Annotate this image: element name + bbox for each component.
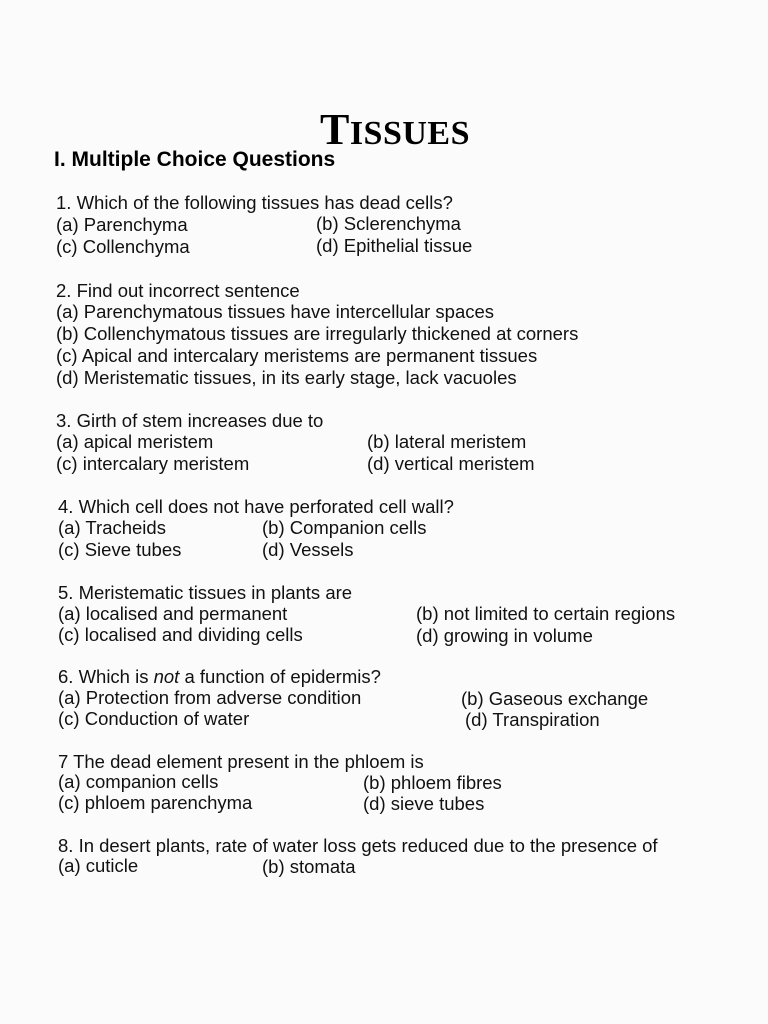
question-5-option-d: (d) growing in volume: [416, 625, 593, 646]
question-8-option-b: (b) stomata: [262, 856, 356, 877]
question-7-stem: 7 The dead element present in the phloem is: [58, 751, 424, 772]
section-heading: I. Multiple Choice Questions: [54, 148, 336, 171]
question-6-stem-post: a function of epidermis?: [179, 666, 381, 687]
question-6-option-b: (b) Gaseous exchange: [461, 688, 649, 709]
question-6-option-d: (d) Transpiration: [465, 709, 600, 730]
question-1-stem: 1. Which of the following tissues has dead cells?: [56, 192, 453, 213]
question-6-option-c: (c) Conduction of water: [58, 708, 250, 729]
question-2-option-b: (b) Collenchymatous tissues are irregularly thickened at corners: [56, 323, 579, 344]
question-3-stem: 3. Girth of stem increases due to: [56, 410, 324, 431]
question-3-option-c: (c) intercalary meristem: [56, 453, 250, 474]
question-4-option-a: (a) Tracheids: [58, 517, 166, 538]
question-4-option-d: (d) Vessels: [262, 539, 354, 560]
question-8-stem: 8. In desert plants, rate of water loss gets reduced due to the presence of: [58, 835, 658, 856]
question-7-option-a: (a) companion cells: [58, 771, 219, 792]
question-1-option-c: (c) Collenchyma: [56, 236, 190, 257]
question-6-option-a: (a) Protection from adverse condition: [58, 687, 362, 708]
question-7-option-b: (b) phloem fibres: [363, 772, 502, 793]
question-3-option-d: (d) vertical meristem: [367, 453, 535, 474]
question-5-option-a: (a) localised and permanent: [58, 603, 288, 624]
question-4-option-b: (b) Companion cells: [262, 517, 427, 538]
question-7-option-c: (c) phloem parenchyma: [58, 792, 253, 813]
question-4-stem: 4. Which cell does not have perforated cell wall?: [58, 496, 454, 517]
question-3-option-a: (a) apical meristem: [56, 431, 214, 452]
question-6-stem-pre: 6. Which is: [58, 666, 154, 687]
question-3-option-b: (b) lateral meristem: [367, 431, 527, 452]
question-1-option-d: (d) Epithelial tissue: [316, 235, 473, 256]
question-2-option-c: (c) Apical and intercalary meristems are permanent tissues: [56, 345, 538, 366]
title-rest: ISSUES: [349, 115, 471, 152]
question-2-stem: 2. Find out incorrect sentence: [56, 280, 300, 301]
title-initial: T: [319, 105, 350, 154]
question-7-option-d: (d) sieve tubes: [363, 793, 485, 814]
question-4-option-c: (c) Sieve tubes: [58, 539, 182, 560]
question-1-option-a: (a) Parenchyma: [56, 214, 188, 235]
question-2-option-d: (d) Meristematic tissues, in its early stage, lack vacuoles: [56, 367, 517, 388]
question-1-option-b: (b) Sclerenchyma: [316, 213, 461, 234]
question-6-stem: [58, 666, 381, 688]
question-2-option-a: (a) Parenchymatous tissues have intercellular spaces: [56, 301, 495, 322]
question-6-stem-emphasis: not: [153, 666, 180, 687]
question-8-option-a: (a) cuticle: [58, 855, 139, 876]
question-5-option-c: (c) localised and dividing cells: [58, 624, 303, 645]
question-5-option-b: (b) not limited to certain regions: [416, 603, 676, 624]
question-5-stem: 5. Meristematic tissues in plants are: [58, 582, 353, 603]
